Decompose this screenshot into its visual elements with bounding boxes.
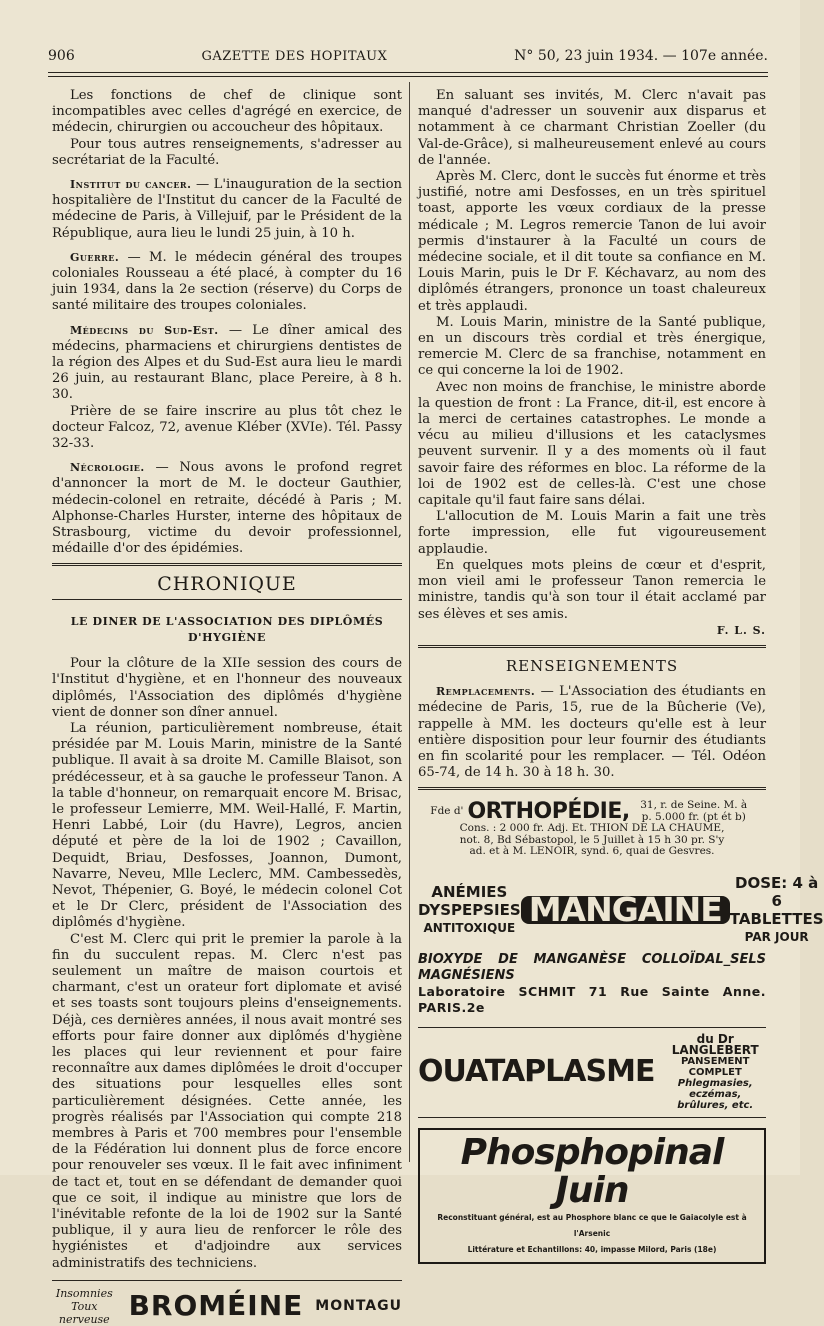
page-header xyxy=(48,48,768,70)
section-title-renseignements: RENSEIGNEMENTS xyxy=(505,656,679,675)
column-divider xyxy=(409,82,410,1162)
item-text: — M. le médecin général des troupes coloniales Rousseau a été placé, à compter du 16 juin 1934, dans la 2e section (réserve) du Corps de santé militaire des troupes coloniales. xyxy=(52,249,402,314)
item-text: — Nous avons le profond regret d'annoncer la mort de M. le docteur Gauthier, médecin-colonel en retraite, décédé à Paris ; M. Alphonse-Charles Hurster, interne des hôpitaux de Strasbourg, victime du devoir professionnel, médaille d'or des épidémies. xyxy=(52,460,402,557)
ad-phosphopinal xyxy=(418,1128,766,1265)
journal-title: GAZETTE DES HOPITAUX xyxy=(201,49,388,64)
paragraph: Les fonctions de chef de clinique sont incompatibles avec celles d'agrégé en exercice, de médecin, chirurgien ou accoucheur des hôpitaux. xyxy=(52,88,402,136)
ad-text: Cons. : 2 000 fr. Adj. Et. THION DE LA CHAUME, xyxy=(459,822,725,835)
ad-text: PAR JOUR xyxy=(744,929,809,944)
paragraph: C'est M. Clerc qui prit le premier la parole à la fin du succulent repas. M. Clerc n'est pas seulement un maître de maison courtois et charmant, c'est un orateur fort diplomate et avisé et ses toasts sont toujours pleins d'enseignements. Déjà, ces dernières années, il nous avait montré ses efforts pour faire donner aux diplômés d'hygiène les places qui leur reviennent et pour faire reconnaître aux dames diplômées le droit d'occuper des situations pour lesquelles elles sont particulièrement désignées. Cette année, les progrès réalisés par l'Association qui compte 218 membres à Paris et 700 membres pour l'ensemble de la Fédération lui donnent plus de force encore pour renouveler ses vœux. Il le fait avec infiniment de tact et, tout en se défendant de demander quoi que ce soit, il indique au ministre que lors de l'inévitable refonte de la loi de 1902 sur la Santé publique, il y aura lieu de renforcer le rôle des hygiénistes et d'adjoindre aux services administratifs des techniciens. xyxy=(52,931,402,1271)
item-heading: Médecins du Sud-Est. xyxy=(70,323,219,337)
left-column xyxy=(52,88,402,1326)
ad-text: ANÉMIES xyxy=(431,882,508,901)
section-title-chronique: CHRONIQUE xyxy=(157,573,297,596)
item-text: — L'inauguration de la section hospitalière de l'Institut du cancer de la Faculté de médecine de Paris, à Villejuif, par le Président de la République, aura lieu le lundi 25 juin, à 10 h. xyxy=(52,177,402,241)
ad-indication: Insomnies xyxy=(55,1286,113,1300)
ad-maker: MONTAGU xyxy=(315,1298,402,1315)
paragraph: Pour tous autres renseignements, s'adresser au secrétariat de la Faculté. xyxy=(52,136,402,168)
section-divider xyxy=(52,599,402,600)
news-item-medecins xyxy=(52,323,402,404)
ad-text: du Dr LANGLEBERT xyxy=(671,1031,759,1057)
ad-product-name: MANGAINE xyxy=(521,896,730,924)
ad-orthopedie xyxy=(418,800,766,858)
ad-indication: Toux nerveuse xyxy=(58,1299,110,1326)
news-item-necrologie xyxy=(52,460,402,557)
item-heading: Remplacements. xyxy=(436,685,536,699)
article-title: LE DINER DE L'ASSOCIATION DES DIPLÔMÉS D'HYGIÈNE xyxy=(70,614,384,644)
header-rule-2 xyxy=(48,76,768,77)
ad-text: DOSE: 4 à 6 xyxy=(735,873,819,910)
right-column xyxy=(418,88,824,1264)
news-item-cancer xyxy=(52,177,402,242)
header-rule xyxy=(48,72,768,73)
page-number: 906 xyxy=(48,48,75,64)
ad-text: PANSEMENT COMPLET xyxy=(680,1055,750,1078)
ad-ouataplasme xyxy=(418,1027,766,1118)
paragraph: La réunion, particulièrement nombreuse, était présidée par M. Louis Marin, ministre de la Santé publique. Il avait à sa droite M. Camille Blaisot, son prédécesseur, et à sa gauche le professeur Tanon. A la table d'honneur, on remarquait encore M. Brisac, le professeur Lemierre, MM. Weil-Hallé, F. Martin, Henri Labbé, Loir (du Havre), Legros, ancien député et père de la loi de 1902 ; Cavaillon, Dequidt, Briau, Desfosses, Joannon, Dumont, Navarre, Neveu, Mlle Leclerc, MM. Cambessedès, Nevot, Thépenier, G. Boyé, le médecin colonel Cot et le Dr Clerc, président de l'Association des diplômés d'hygiène. xyxy=(52,720,402,931)
paragraph: Avec non moins de franchise, le ministre aborde la question de front : La France, dit-il, est encore à la merci de certaines catastrophes. Le monde a vécu au milieu d'illusions et les cataclysmes peuvent survenir. Il y a des moments où il faut savoir faire des réformes en bloc. La réforme de la loi de 1902 est de celles-là. C'est une chose capitale qu'il faut faire sans délai. xyxy=(418,379,766,509)
ad-tagline: BIOXYDE DE MANGANÈSE COLLOÏDAL_SELS MAGNÉSIENS xyxy=(418,951,766,984)
ad-product-name: OUATAPLASME xyxy=(418,1054,655,1090)
news-item-remplacements xyxy=(418,684,766,781)
ad-lab: Laboratoire SCHMIT 71 Rue Sainte Anne. PARIS.2e xyxy=(418,984,766,1016)
ad-text: Phlegmasies, eczémas, brûlures, etc. xyxy=(677,1077,754,1111)
author-signature: F. L. S. xyxy=(716,623,766,637)
ad-bromeine xyxy=(52,1280,402,1326)
issue-info: N° 50, 23 juin 1934. — 107e année. xyxy=(514,48,768,64)
item-text: — L'Association des étudiants en médecine de Paris, 15, rue de la Bûcherie (Ve), rappelle à MM. les docteurs qu'elle est à leur entière disposition pour leur fournir des étudiants en fin scolarité pour les remplacer. — Tél. Odéon 65-74, de 14 h. 30 à 18 h. 30. xyxy=(418,684,766,781)
paragraph: En quelques mots pleins de cœur et d'esprit, mon vieil ami le professeur Tanon remercia le ministre, tandis qu'à son tour il était acclamé par ses élèves et ses amis. xyxy=(418,557,766,622)
item-heading: Nécrologie. xyxy=(70,461,145,475)
ad-details xyxy=(664,1031,766,1111)
ad-text: 31, r. de Seine. M. à p. 5.000 fr. (pt ét b) xyxy=(640,799,748,823)
paragraph: Après M. Clerc, dont le succès fut énorme et très justifié, notre ami Desfosses, en un très spirituel toast, apporte les vœux cordiaux de la presse médicale ; M. Legros remercie Tanon de lui avoir permis d'instaurer à la Faculté un cours de médecine sociale, et il dit toute sa confiance en M. Louis Marin, puis le Dr F. Kéchavarz, au nom des diplômés étrangers, prononce un toast chaleureux et très applaudi. xyxy=(418,169,766,314)
ad-text: ad. et à M. LENOIR, synd. 6, quai de Gesvres. xyxy=(469,845,715,858)
section-divider xyxy=(52,563,402,566)
ad-text: Fde d' xyxy=(430,805,464,818)
ad-indications xyxy=(418,883,521,937)
ad-dosage xyxy=(730,874,824,946)
paragraph: L'allocution de M. Louis Marin a fait une très forte impression, elle fut vigoureusement applaudie. xyxy=(418,509,766,557)
ad-text: TABLETTES xyxy=(729,909,824,928)
paragraph: M. Louis Marin, ministre de la Santé publique, en un discours très cordial et très énergique, remercie M. Clerc de sa franchise, notamment en ce qui concerne la loi de 1902. xyxy=(418,314,766,379)
ad-text: Reconstituant général, est au Phosphore blanc ce que le Gaiacolyle est à l'Arsenic xyxy=(437,1212,747,1238)
section-divider xyxy=(418,645,766,648)
paragraph: Prière de se faire inscrire au plus tôt chez le docteur Falcoz, 72, avenue Kléber (XVIe). Tél. Passy 32-33. xyxy=(52,403,402,452)
item-heading: Institut du cancer. xyxy=(70,178,192,192)
ad-text: Littérature et Echantillons: 40, impasse Milord, Paris (18e) xyxy=(467,1245,717,1255)
section-divider xyxy=(418,787,766,790)
ad-product-name: Phosphopinal Juin xyxy=(460,1131,724,1211)
ad-text: ANTITOXIQUE xyxy=(423,920,516,935)
ad-product-name: BROMÉINE xyxy=(128,1289,304,1323)
ad-text: DYSPEPSIES xyxy=(418,900,521,919)
ad-indications xyxy=(52,1287,117,1326)
ad-mangaine xyxy=(418,873,824,1017)
ad-text: not. 8, Bd Sébastopol, le 5 Juillet à 15 h 30 pr. S'y xyxy=(459,833,725,846)
paragraph: Pour la clôture de la XIIe session des cours de l'Institut d'hygiène, et en l'honneur des nouveaux diplômés, l'Association des diplômés d'hygiène vient de donner son dîner annuel. xyxy=(52,656,402,720)
ad-title: ORTHOPÉDIE, xyxy=(467,799,630,825)
paragraph: En saluant ses invités, M. Clerc n'avait pas manqué d'adresser un souvenir aux disparus et notamment à ce charmant Christian Zoeller (du Val-de-Grâce), si malheureusement enlevé au cours de l'année. xyxy=(418,88,766,168)
item-heading: Guerre. xyxy=(70,250,120,264)
item-text: — Le dîner amical des médecins, pharmaciens et chirurgiens dentistes de la région des Alpes et du Sud-Est aura lieu le mardi 26 juin, au restaurant Blanc, place Pereire, à 8 h. 30. xyxy=(52,322,402,403)
news-item-guerre xyxy=(52,250,402,315)
